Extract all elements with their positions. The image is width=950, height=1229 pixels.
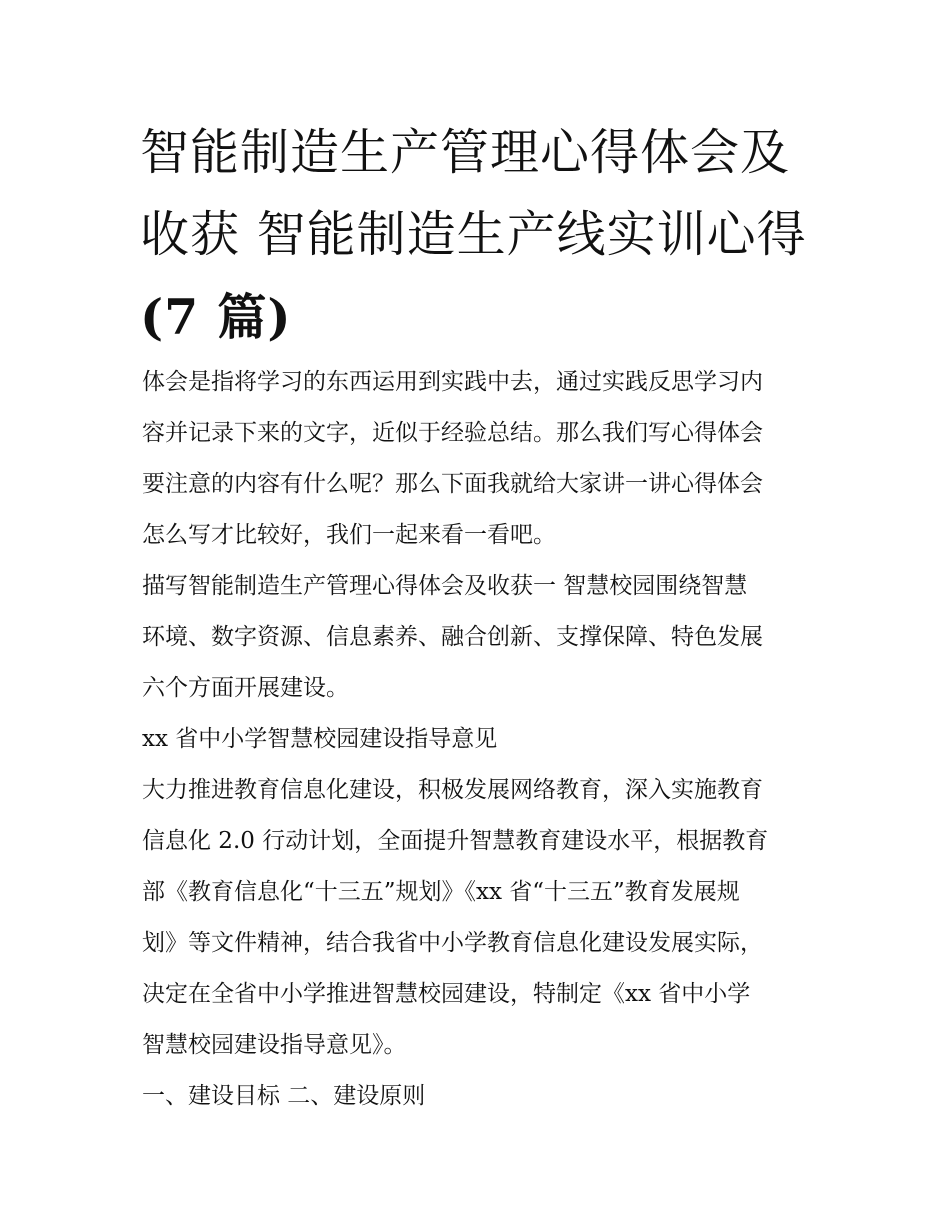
title-line-2: 收获 智能制造生产线实训心得 xyxy=(140,206,807,263)
body-line: 大力推进教育信息化建设，积极发展网络教育，深入实施教育 xyxy=(142,777,763,803)
body-line: 决定在全省中小学推进智慧校园建设，特制定《xx 省中小学 xyxy=(142,981,751,1007)
body-line: 智慧校园建设指导意见》。 xyxy=(142,1032,407,1058)
body-line: 部《教育信息化“十三五”规划》《xx 省“十三五”教育发展规 xyxy=(142,879,740,905)
body-line: 体会是指将学习的东西运用到实践中去，通过实践反思学习内 xyxy=(142,369,763,395)
body-line: 一、建设目标 二、建设原则 xyxy=(142,1083,426,1109)
body-line: 要注意的内容有什么呢？那么下面我就给大家讲一讲心得体会 xyxy=(142,471,763,497)
body-line: 描写智能制造生产管理心得体会及收获一 智慧校园围绕智慧 xyxy=(142,573,748,599)
body-line: 容并记录下来的文字，近似于经验总结。那么我们写心得体会 xyxy=(142,420,763,446)
body-line: 环境、数字资源、信息素养、融合创新、支撑保障、特色发展 xyxy=(142,624,763,650)
document-title xyxy=(140,112,820,358)
body-line: 怎么写才比较好，我们一起来看一看吧。 xyxy=(142,522,556,548)
body-line: xx 省中小学智慧校园建设指导意见 xyxy=(142,726,498,752)
body-line: 六个方面开展建设。 xyxy=(142,675,349,701)
title-line-1: 智能制造生产管理心得体会及 xyxy=(140,124,791,181)
body-line: 信息化 2.0 行动计划，全面提升智慧教育建设水平，根据教育 xyxy=(142,828,769,854)
body-line: 划》等文件精神，结合我省中小学教育信息化建设发展实际， xyxy=(142,930,763,956)
title-line-3: (7 篇) xyxy=(140,288,292,346)
document-body xyxy=(142,357,822,1122)
